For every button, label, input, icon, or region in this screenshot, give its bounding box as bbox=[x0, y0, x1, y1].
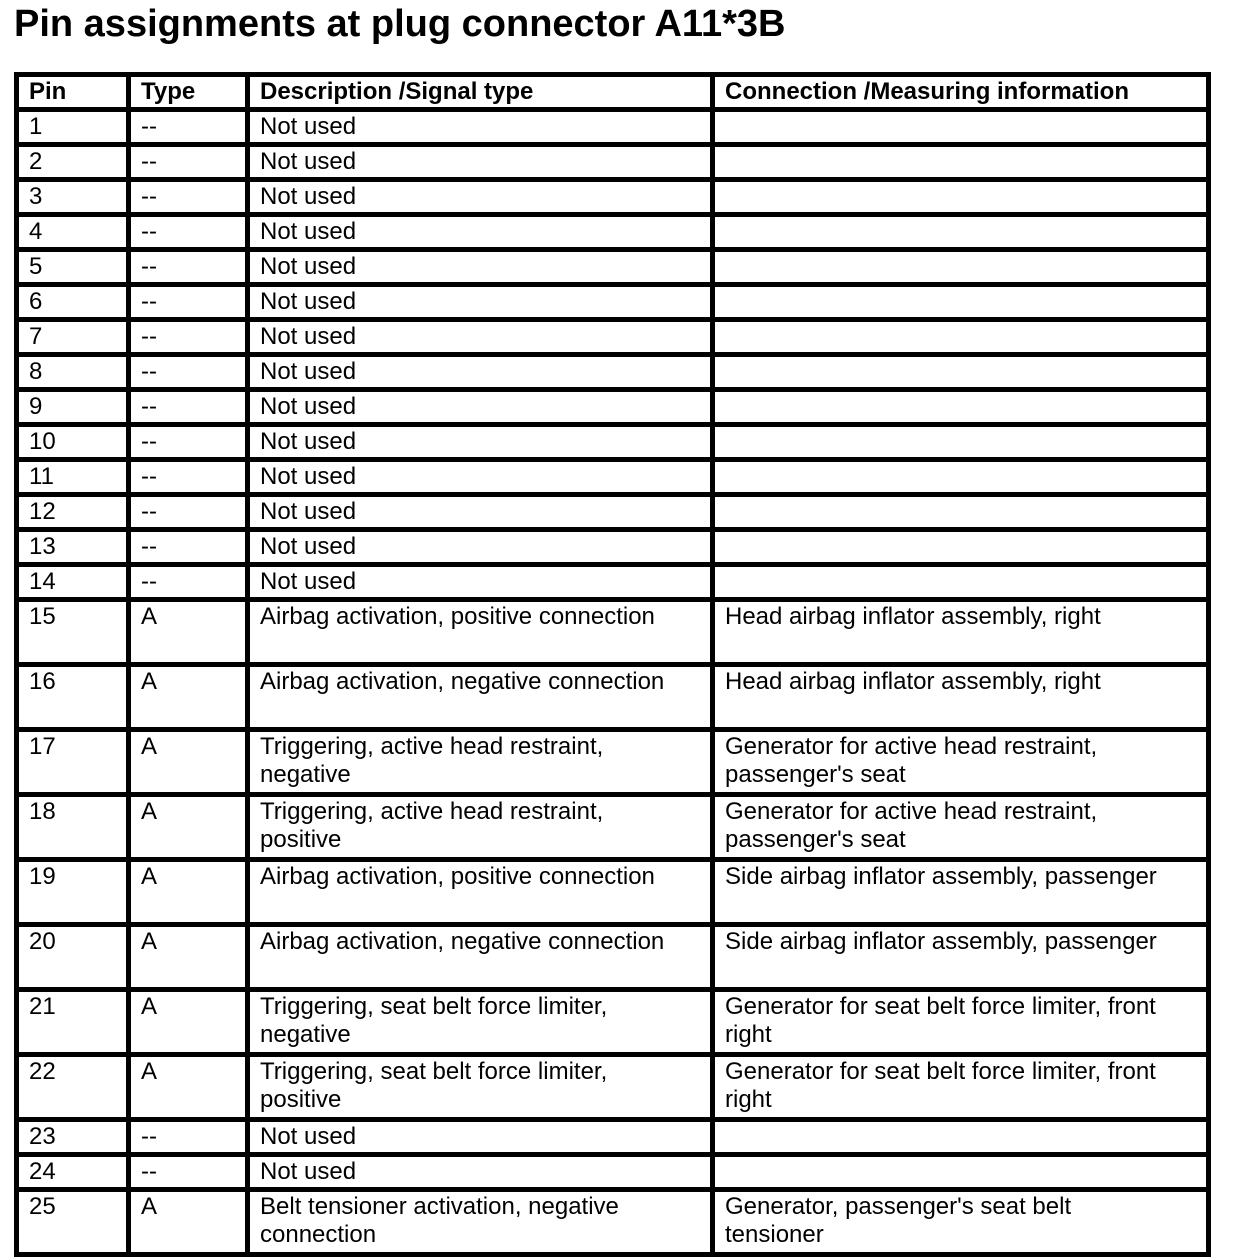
type-cell: -- bbox=[129, 354, 248, 389]
description-cell: Not used bbox=[248, 284, 713, 319]
pin-cell: 2 bbox=[17, 144, 129, 179]
description-cell: Not used bbox=[248, 249, 713, 284]
type-cell: -- bbox=[129, 249, 248, 284]
type-cell: -- bbox=[129, 1119, 248, 1154]
description-cell: Triggering, active head restraint, negative bbox=[248, 729, 713, 794]
connection-cell: Head airbag inflator assembly, right bbox=[713, 664, 1209, 729]
header-pin: Pin bbox=[17, 74, 129, 109]
pin-cell: 25 bbox=[17, 1189, 129, 1254]
description-cell: Not used bbox=[248, 529, 713, 564]
pin-cell: 3 bbox=[17, 179, 129, 214]
type-cell: A bbox=[129, 924, 248, 989]
table-row bbox=[17, 459, 1209, 494]
description-cell: Airbag activation, positive connection bbox=[248, 599, 713, 664]
connection-cell bbox=[713, 529, 1209, 564]
connection-cell bbox=[713, 284, 1209, 319]
type-cell: A bbox=[129, 1189, 248, 1254]
description-cell: Not used bbox=[248, 564, 713, 599]
pin-table-body bbox=[17, 109, 1209, 1254]
type-cell: -- bbox=[129, 144, 248, 179]
description-cell: Airbag activation, negative connection bbox=[248, 664, 713, 729]
header-connection: Connection /Measuring information bbox=[713, 74, 1209, 109]
table-row bbox=[17, 859, 1209, 924]
connection-cell bbox=[713, 564, 1209, 599]
connection-cell bbox=[713, 109, 1209, 144]
pin-cell: 10 bbox=[17, 424, 129, 459]
table-row bbox=[17, 1054, 1209, 1119]
pin-cell: 22 bbox=[17, 1054, 129, 1119]
description-cell: Not used bbox=[248, 494, 713, 529]
table-row bbox=[17, 664, 1209, 729]
table-row bbox=[17, 924, 1209, 989]
type-cell: -- bbox=[129, 1154, 248, 1189]
description-cell: Not used bbox=[248, 109, 713, 144]
description-cell: Not used bbox=[248, 459, 713, 494]
pin-assignments-table bbox=[14, 72, 1211, 1257]
connection-cell: Generator, passenger's seat belt tensioner bbox=[713, 1189, 1209, 1254]
pin-cell: 20 bbox=[17, 924, 129, 989]
pin-cell: 13 bbox=[17, 529, 129, 564]
type-cell: -- bbox=[129, 459, 248, 494]
connection-cell: Generator for active head restraint, passenger's seat bbox=[713, 729, 1209, 794]
type-cell: A bbox=[129, 729, 248, 794]
description-cell: Triggering, seat belt force limiter, negative bbox=[248, 989, 713, 1054]
connection-cell bbox=[713, 494, 1209, 529]
pin-cell: 11 bbox=[17, 459, 129, 494]
description-cell: Not used bbox=[248, 1154, 713, 1189]
connection-cell bbox=[713, 179, 1209, 214]
description-cell: Triggering, active head restraint, positive bbox=[248, 794, 713, 859]
connection-cell: Side airbag inflator assembly, passenger bbox=[713, 924, 1209, 989]
type-cell: A bbox=[129, 664, 248, 729]
type-cell: A bbox=[129, 1054, 248, 1119]
description-cell: Not used bbox=[248, 214, 713, 249]
type-cell: A bbox=[129, 794, 248, 859]
table-row bbox=[17, 214, 1209, 249]
table-header bbox=[17, 74, 1209, 109]
pin-cell: 12 bbox=[17, 494, 129, 529]
description-cell: Not used bbox=[248, 319, 713, 354]
pin-cell: 1 bbox=[17, 109, 129, 144]
type-cell: -- bbox=[129, 529, 248, 564]
pin-cell: 4 bbox=[17, 214, 129, 249]
pin-cell: 6 bbox=[17, 284, 129, 319]
table-row bbox=[17, 284, 1209, 319]
type-cell: -- bbox=[129, 389, 248, 424]
pin-cell: 5 bbox=[17, 249, 129, 284]
pin-cell: 19 bbox=[17, 859, 129, 924]
type-cell: -- bbox=[129, 494, 248, 529]
description-cell: Not used bbox=[248, 354, 713, 389]
description-cell: Not used bbox=[248, 424, 713, 459]
pin-cell: 21 bbox=[17, 989, 129, 1054]
table-row bbox=[17, 319, 1209, 354]
connection-cell bbox=[713, 1119, 1209, 1154]
type-cell: A bbox=[129, 859, 248, 924]
connection-cell: Generator for seat belt force limiter, front right bbox=[713, 1054, 1209, 1119]
type-cell: A bbox=[129, 989, 248, 1054]
description-cell: Not used bbox=[248, 389, 713, 424]
pin-cell: 16 bbox=[17, 664, 129, 729]
description-cell: Triggering, seat belt force limiter, positive bbox=[248, 1054, 713, 1119]
type-cell: -- bbox=[129, 284, 248, 319]
type-cell: A bbox=[129, 599, 248, 664]
connection-cell bbox=[713, 389, 1209, 424]
table-row bbox=[17, 794, 1209, 859]
connection-cell: Generator for seat belt force limiter, front right bbox=[713, 989, 1209, 1054]
table-row bbox=[17, 564, 1209, 599]
type-cell: -- bbox=[129, 319, 248, 354]
table-row bbox=[17, 424, 1209, 459]
description-cell: Airbag activation, positive connection bbox=[248, 859, 713, 924]
table-row bbox=[17, 249, 1209, 284]
table-row bbox=[17, 179, 1209, 214]
table-row bbox=[17, 729, 1209, 794]
connection-cell bbox=[713, 424, 1209, 459]
header-type: Type bbox=[129, 74, 248, 109]
connection-cell bbox=[713, 1154, 1209, 1189]
description-cell: Airbag activation, negative connection bbox=[248, 924, 713, 989]
connection-cell: Side airbag inflator assembly, passenger bbox=[713, 859, 1209, 924]
type-cell: -- bbox=[129, 564, 248, 599]
connection-cell bbox=[713, 214, 1209, 249]
connection-cell bbox=[713, 249, 1209, 284]
connection-cell bbox=[713, 459, 1209, 494]
pin-cell: 7 bbox=[17, 319, 129, 354]
description-cell: Not used bbox=[248, 1119, 713, 1154]
table-row bbox=[17, 1119, 1209, 1154]
table-row bbox=[17, 989, 1209, 1054]
pin-cell: 24 bbox=[17, 1154, 129, 1189]
connection-cell bbox=[713, 144, 1209, 179]
pin-cell: 23 bbox=[17, 1119, 129, 1154]
table-row bbox=[17, 144, 1209, 179]
table-row bbox=[17, 1154, 1209, 1189]
header-row bbox=[17, 74, 1209, 109]
table-row bbox=[17, 354, 1209, 389]
table-row bbox=[17, 109, 1209, 144]
description-cell: Not used bbox=[248, 144, 713, 179]
type-cell: -- bbox=[129, 424, 248, 459]
type-cell: -- bbox=[129, 179, 248, 214]
table-row bbox=[17, 599, 1209, 664]
description-cell: Belt tensioner activation, negative connection bbox=[248, 1189, 713, 1254]
pin-cell: 14 bbox=[17, 564, 129, 599]
connection-cell: Generator for active head restraint, passenger's seat bbox=[713, 794, 1209, 859]
pin-cell: 17 bbox=[17, 729, 129, 794]
pin-cell: 8 bbox=[17, 354, 129, 389]
pin-cell: 15 bbox=[17, 599, 129, 664]
pin-cell: 18 bbox=[17, 794, 129, 859]
description-cell: Not used bbox=[248, 179, 713, 214]
table-row bbox=[17, 389, 1209, 424]
table-row bbox=[17, 494, 1209, 529]
type-cell: -- bbox=[129, 109, 248, 144]
connection-cell bbox=[713, 354, 1209, 389]
table-row bbox=[17, 529, 1209, 564]
pin-cell: 9 bbox=[17, 389, 129, 424]
page-title: Pin assignments at plug connector A11*3B bbox=[14, 3, 786, 45]
header-description: Description /Signal type bbox=[248, 74, 713, 109]
connection-cell: Head airbag inflator assembly, right bbox=[713, 599, 1209, 664]
type-cell: -- bbox=[129, 214, 248, 249]
connection-cell bbox=[713, 319, 1209, 354]
